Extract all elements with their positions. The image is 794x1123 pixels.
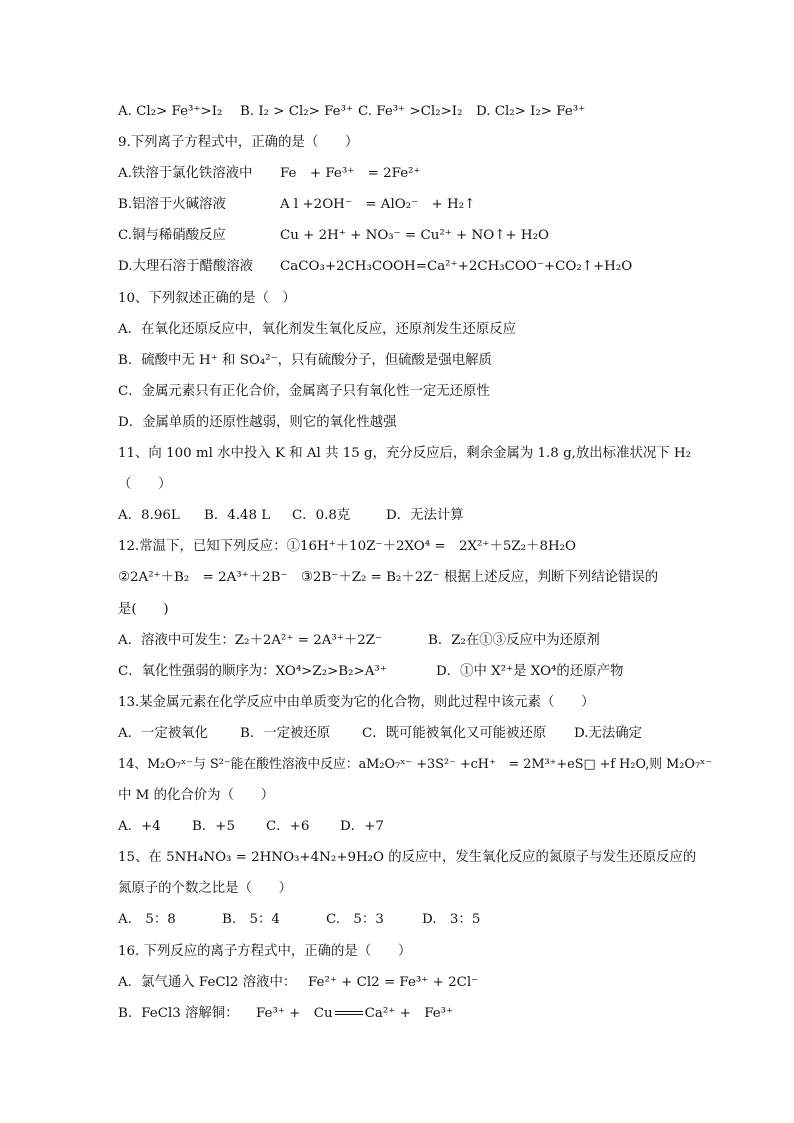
q12-line-1 xyxy=(118,531,678,562)
q10-option-d-text: D．金属单质的还原性越弱，则它的氧化性越强 xyxy=(118,414,397,430)
q12-option-a: A．溶液中可发生：Z₂＋2A²⁺ = 2A³⁺＋2Z⁻ xyxy=(118,632,383,648)
q14-option-c: C．+6 xyxy=(266,819,310,835)
q15-option-b: B. 5：4 xyxy=(222,912,280,928)
q10-option-a-text: A．在氧化还原反应中，氧化剂发生氧化反应，还原剂发生还原反应 xyxy=(118,321,516,337)
q9-option-d-label: D.大理石溶于醋酸溶液 xyxy=(118,259,254,275)
q15-option-c: C. 5：3 xyxy=(326,912,384,928)
q9-option-b-label: B.铝溶于火碱溶液 xyxy=(118,197,226,213)
q12-option-c: C．氧化性强弱的顺序为：XO⁴>Z₂>B₂>A³⁺ xyxy=(118,663,387,679)
q10-stem xyxy=(118,283,678,314)
q10-option-c-text: C．金属元素只有正化合价，金属离子只有氧化性一定无还原性 xyxy=(118,383,490,399)
q9-option-a xyxy=(118,158,678,189)
q14-line-2 xyxy=(118,780,678,811)
q9-stem xyxy=(118,127,678,158)
q13-option-c: C．既可能被氧化又可能被还原 xyxy=(362,725,547,741)
q13-stem xyxy=(118,687,678,718)
q11-paren xyxy=(118,469,678,500)
q9-option-c-label: C.铜与稀硝酸反应 xyxy=(118,228,226,244)
q16-option-a-equation: Fe²⁺ + Cl2 = Fe³⁺ + 2Cl⁻ xyxy=(308,974,479,990)
q14-line-1-text: 14、M₂O₇ˣ⁻与 S²⁻能在酸性溶液中反应：aM₂O₇ˣ⁻ +3S²⁻ +cH⁺ = 2M³⁺+eS□ +f H₂O,则 M₂O₇ˣ⁻ xyxy=(118,756,713,772)
q15-options xyxy=(118,904,678,935)
q13-stem-text: 13.某金属元素在化学反应中由单质变为它的化合物，则此过程中该元素（ ） xyxy=(118,694,595,710)
q12-option-b: B．Z₂在①③反应中为还原剂 xyxy=(428,632,600,648)
q15-line-1-text: 15、在 5NH₄NO₃ = 2HNO₃+4N₂+9H₂O 的反应中，发生氧化反应的氮原子与发生还原反应的 xyxy=(118,850,697,866)
q9-option-d xyxy=(118,251,678,282)
q16-option-b-label: B．FeCl3 溶解铜： xyxy=(118,1005,239,1021)
q11-option-c: C．0.8克 xyxy=(292,508,351,524)
q12-line-3-text: 是( ) xyxy=(118,601,169,617)
q8-option-c: C. Fe³⁺ >Cl₂>I₂ xyxy=(358,104,463,119)
q14-options xyxy=(118,811,678,842)
q9-stem-text: 9.下列离子方程式中，正确的是（ ） xyxy=(118,135,359,151)
q13-option-b: B．一定被还原 xyxy=(240,725,331,741)
q16-option-b-left: Fe³⁺ + Cu xyxy=(256,1005,333,1021)
q11-option-a: A．8.96L xyxy=(118,508,180,524)
q10-option-d xyxy=(118,407,678,438)
q8-option-a: A. Cl₂> Fe³⁺>I₂ xyxy=(118,104,223,119)
q16-option-a-label: A．氯气通入 FeCl2 溶液中： xyxy=(118,974,297,990)
q12-line-1-text: 12.常温下，已知下列反应：①16H⁺＋10Z⁻＋2XO⁴ = 2X²⁺＋5Z₂＋8H₂O xyxy=(118,539,576,555)
q14-option-d: D．+7 xyxy=(340,819,384,835)
double-line-equals-sign xyxy=(335,1011,363,1015)
q10-option-b-text: B．硫酸中无 H⁺ 和 SO₄²⁻，只有硫酸分子，但硫酸是强电解质 xyxy=(118,352,492,368)
q15-line-1 xyxy=(118,842,697,873)
q11-paren-text: （ ） xyxy=(118,477,172,493)
q9-option-b-equation: A l +2OH⁻ = AlO₂⁻ + H₂↑ xyxy=(280,197,476,213)
q8-option-d: D. Cl₂> I₂> Fe³⁺ xyxy=(476,104,586,119)
q12-line-2 xyxy=(118,562,678,593)
q9-option-b xyxy=(118,189,678,220)
q14-option-a: A．+4 xyxy=(118,819,161,835)
q13-option-d: D.无法确定 xyxy=(574,725,643,741)
q15-option-d: D. 3：5 xyxy=(422,912,481,928)
q12-options-ab xyxy=(118,625,678,656)
q11-stem xyxy=(118,438,691,469)
q11-option-d: D．无法计算 xyxy=(386,508,464,524)
document-page xyxy=(118,96,713,1029)
q15-line-2-text: 氮原子的个数之比是（ ） xyxy=(118,881,293,897)
q15-option-a: A. 5：8 xyxy=(118,912,176,928)
q10-stem-text: 10、下列叙述正确的是（ ） xyxy=(118,290,296,306)
q16-option-b xyxy=(118,998,678,1029)
q12-line-3 xyxy=(118,594,678,625)
q16-option-b-right: Ca²⁺ + Fe³⁺ xyxy=(364,1005,454,1021)
q11-stem-text: 11、向 100 ml 水中投入 K 和 Al 共 15 g，充分反应后，剩余金属为 1.8 g,放出标准状况下 H₂ xyxy=(118,446,691,462)
q11-options xyxy=(118,500,678,531)
q8-option-b: B. I₂ > Cl₂> Fe³⁺ xyxy=(240,104,354,119)
q14-line-2-text: 中 M 的化合价为（ ） xyxy=(118,788,275,804)
q13-options xyxy=(118,718,678,749)
q16-stem xyxy=(118,936,678,967)
q11-option-b: B．4.48 L xyxy=(204,508,271,524)
q14-line-1 xyxy=(118,749,713,780)
q16-option-a xyxy=(118,967,678,998)
q16-stem-text: 16. 下列反应的离子方程式中，正确的是（ ） xyxy=(118,943,412,959)
q9-option-d-equation: CaCO₃+2CH₃COOH=Ca²⁺+2CH₃COO⁻+CO₂↑+H₂O xyxy=(280,259,633,275)
q9-option-c xyxy=(118,220,678,251)
q9-option-a-label: A.铁溶于氯化铁溶液中 xyxy=(118,166,253,182)
q15-line-2 xyxy=(118,873,678,904)
q12-options-cd xyxy=(118,656,678,687)
q9-option-a-equation: Fe + Fe³⁺ = 2Fe²⁺ xyxy=(280,166,421,182)
q10-option-a xyxy=(118,314,678,345)
q10-option-c xyxy=(118,376,678,407)
q12-line-2-text: ②2A²⁺＋B₂ = 2A³⁺＋2B⁻ ③2B⁻＋Z₂ = B₂＋2Z⁻ 根据上述反应，判断下列结论错误的 xyxy=(118,570,659,586)
q8-options xyxy=(118,96,678,127)
q13-option-a: A．一定被氧化 xyxy=(118,725,209,741)
q10-option-b xyxy=(118,345,678,376)
q12-option-d: D．①中 X²⁺是 XO⁴的还原产物 xyxy=(436,663,624,679)
q9-option-c-equation: Cu + 2H⁺ + NO₃⁻ = Cu²⁺ + NO↑+ H₂O xyxy=(280,228,549,244)
q14-option-b: B．+5 xyxy=(192,819,235,835)
